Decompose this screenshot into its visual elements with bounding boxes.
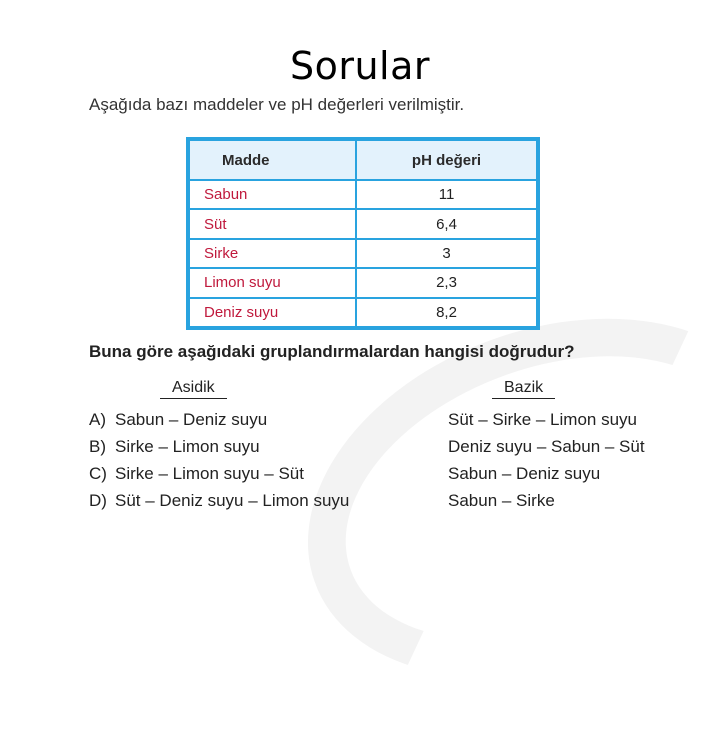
ph-value: 8,2 (356, 298, 537, 327)
table-header-row (189, 140, 537, 180)
option-letter: C) (89, 464, 107, 483)
column-heading-basic: Bazik (492, 379, 555, 399)
header-ph-value: pH değeri (356, 140, 537, 180)
option-basic: Sabun – Deniz suyu (448, 464, 601, 483)
slide-title: Sorular (289, 44, 431, 88)
table-row (189, 298, 537, 327)
substance-name: Deniz suyu (189, 298, 356, 327)
ph-table (186, 137, 540, 330)
table-row (189, 239, 537, 268)
option-acidic: Sabun – Deniz suyu (115, 410, 268, 429)
option-acidic: Sirke – Limon suyu (115, 437, 260, 456)
substance-name: Süt (189, 209, 356, 238)
option-letter: B) (89, 437, 106, 456)
ph-value: 2,3 (356, 268, 537, 297)
table-row (189, 209, 537, 238)
table-row (189, 180, 537, 209)
ph-value: 3 (356, 239, 537, 268)
option-basic: Süt – Sirke – Limon suyu (448, 410, 637, 429)
substance-name: Limon suyu (189, 268, 356, 297)
option-letter: A) (89, 410, 106, 429)
column-heading-acidic: Asidik (160, 379, 227, 399)
option-a[interactable] (89, 410, 689, 437)
substance-name: Sabun (189, 180, 356, 209)
substance-name: Sirke (189, 239, 356, 268)
option-c[interactable] (89, 464, 689, 491)
ph-value: 11 (356, 180, 537, 209)
option-basic: Deniz suyu – Sabun – Süt (448, 437, 645, 456)
intro-text: Aşağıda bazı maddeler ve pH değerleri verilmiştir. (89, 95, 465, 114)
answer-options (89, 410, 689, 518)
option-d[interactable] (89, 491, 689, 518)
question-text: Buna göre aşağıdaki gruplandırmalardan hangisi doğrudur? (89, 342, 575, 361)
option-basic: Sabun – Sirke (448, 491, 555, 510)
option-letter: D) (89, 491, 107, 510)
option-acidic: Sirke – Limon suyu – Süt (115, 464, 304, 483)
option-acidic: Süt – Deniz suyu – Limon suyu (115, 491, 350, 510)
header-substance: Madde (189, 140, 356, 180)
table-row (189, 268, 537, 297)
ph-value: 6,4 (356, 209, 537, 238)
option-b[interactable] (89, 437, 689, 464)
